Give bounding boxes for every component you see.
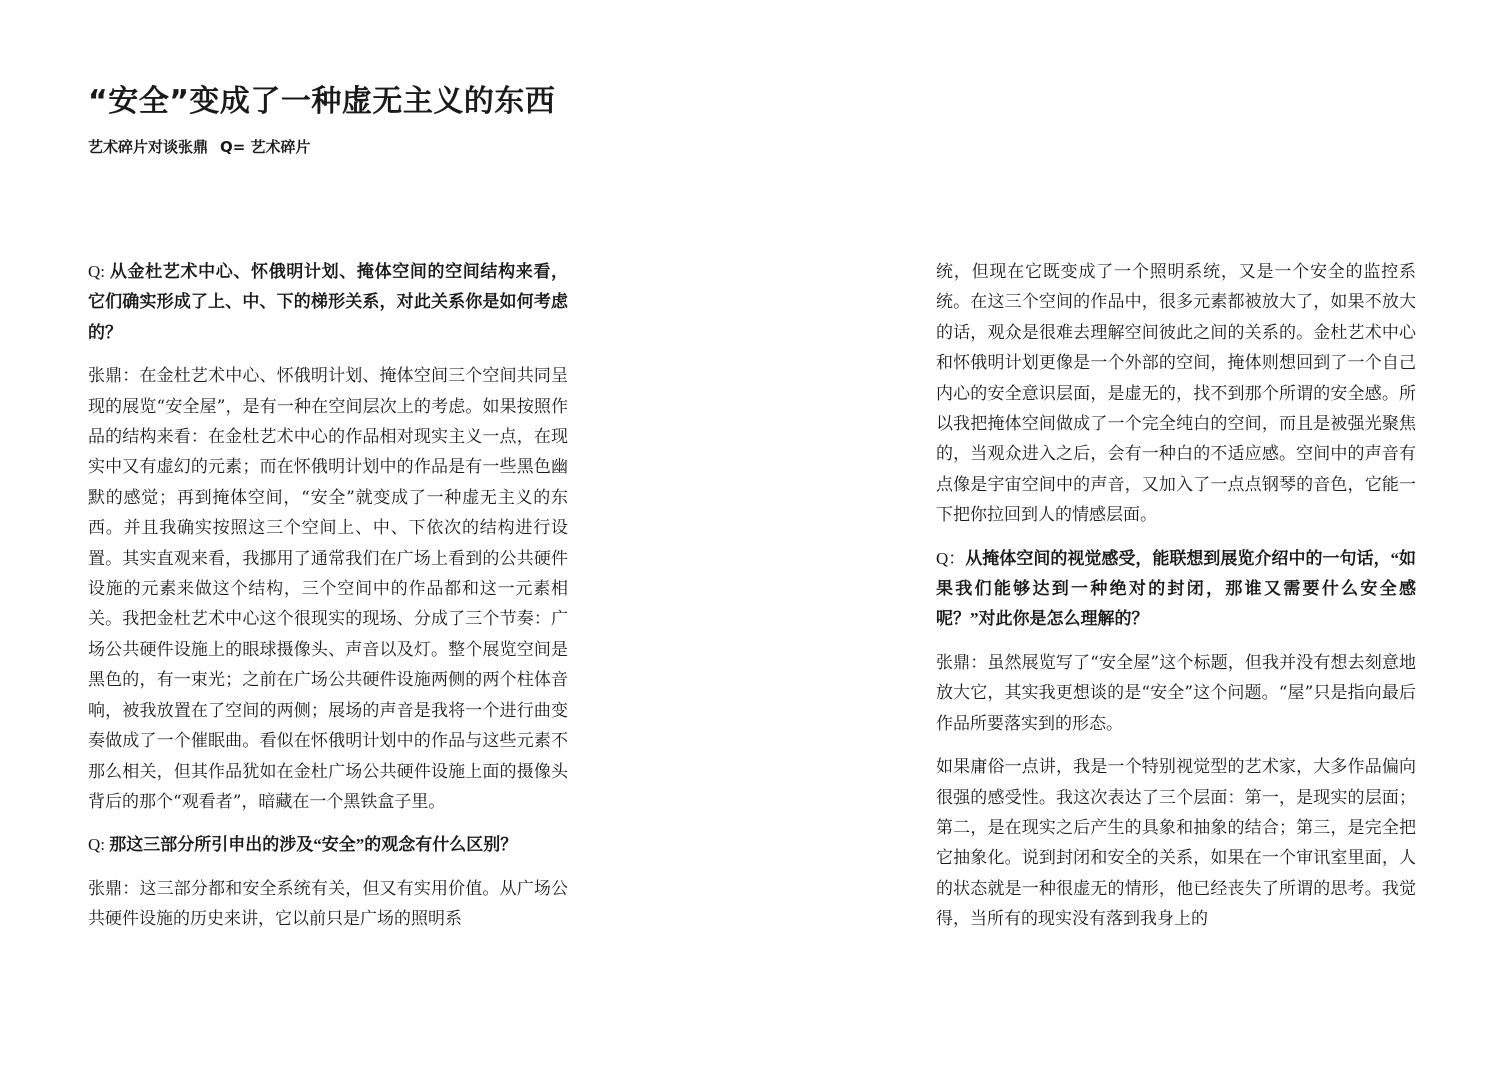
question-text: 从金杜艺术中心、怀俄明计划、掩体空间的空间结构来看，它们确实形成了上、中、下的梯形关系，对此关系你是如何考虑的？ [88, 262, 569, 342]
article-title: “安全”变成了一种虚无主义的东西 [88, 84, 556, 119]
answer-speaker: 张鼎： [936, 652, 988, 673]
question-2 [88, 830, 568, 860]
byline-interview: 艺术碎片对谈张鼎 [88, 138, 209, 156]
answer-2 [88, 874, 568, 935]
question-text: 那这三部分所引申出的涉及“安全”的观念有什么区别？ [109, 835, 518, 855]
right-column [936, 257, 1416, 948]
left-column [88, 257, 568, 948]
answer-3 [936, 648, 1416, 739]
answer-speaker: 张鼎： [88, 878, 140, 899]
question-1 [88, 257, 568, 348]
question-label: Q： [936, 548, 966, 568]
question-3 [936, 544, 1416, 635]
question-text: 从掩体空间的视觉感受，能联想到展览介绍中的一句话，“如果我们能够达到一种绝对的封闭，那谁又需要什么安全感呢？”对此你是怎么理解的？ [936, 548, 1416, 629]
question-label: Q: [88, 262, 110, 281]
answer-1 [88, 361, 568, 817]
question-label: Q: [88, 835, 110, 855]
byline-q-legend: Q= 艺术碎片 [220, 138, 311, 156]
answer-text: 这三部分都和安全系统有关，但又有实用价值。从广场公共硬件设施的历史来讲，它以前只是广场的照明系 [88, 878, 569, 930]
answer-text: 虽然展览写了“安全屋”这个标题，但我并没有想去刻意地放大它，其实我更想谈的是“安全”这个问题。“屋”只是指向最后作品所要落实到的形态。 [936, 652, 1416, 734]
answer-2-continued: 统，但现在它既变成了一个照明系统，又是一个安全的监控系统。在这三个空间的作品中，很多元素都被放大了，如果不放大的话，观众是很难去理解空间彼此之间的关系的。金杜艺术中心和怀俄明计划更像是一个外部的空间，掩体则想回到了一个自己内心的安全意识层面，是虚无的，找不到那个所谓的安全感。所以我把掩体空间做成了一个完全纯白的空间，而且是被强光聚焦的，当观众进入之后，会有一种白的不适应感。空间中的声音有点像是宇宙空间中的声音，又加入了一点点钢琴的音色，它能一下把你拉回到人的情感层面。 [936, 262, 1416, 526]
answer-3-paragraph-2: 如果庸俗一点讲，我是一个特别视觉型的艺术家，大多作品偏向很强的感受性。我这次表达了三个层面：第一，是现实的层面；第二，是在现实之后产生的具象和抽象的结合；第三，是完全把它抽象化。说到封闭和安全的关系，如果在一个审讯室里面，人的状态就是一种很虚无的情形，他已经丧失了所谓的思考。我觉得，当所有的现实没有落到我身上的 [936, 757, 1416, 930]
answer-speaker: 张鼎： [88, 366, 140, 387]
byline [88, 135, 311, 159]
answer-text: 在金杜艺术中心、怀俄明计划、掩体空间三个空间共同呈现的展览“安全屋”，是有一种在空间层次上的考虑。如果按照作品的结构来看：在金杜艺术中心的作品相对现实主义一点，在现实中又有虚幻的元素；而在怀俄明计划中的作品是有一些黑色幽默的感觉；再到掩体空间，“安全”就变成了一种虚无主义的东西。并且我确实按照这三个空间上、中、下依次的结构进行设置。其实直观来看，我挪用了通常我们在广场上看到的公共硬件设施的元素来做这个结构，三个空间中的作品都和这一元素相关。我把金杜艺术中心这个很现实的现场、分成了三个节奏：广场公共硬件设施上的眼球摄像头、声音以及灯。整个展览空间是黑色的，有一束光；之前在广场公共硬件设施两侧的两个柱体音响，被我放置在了空间的两侧；展场的声音是我将一个进行曲变奏做成了一个催眠曲。看似在怀俄明计划中的作品与这些元素不那么相关，但其作品犹如在金杜广场公共硬件设施上面的摄像头背后的那个“观看者”，暗藏在一个黑铁盒子里。 [88, 366, 569, 812]
